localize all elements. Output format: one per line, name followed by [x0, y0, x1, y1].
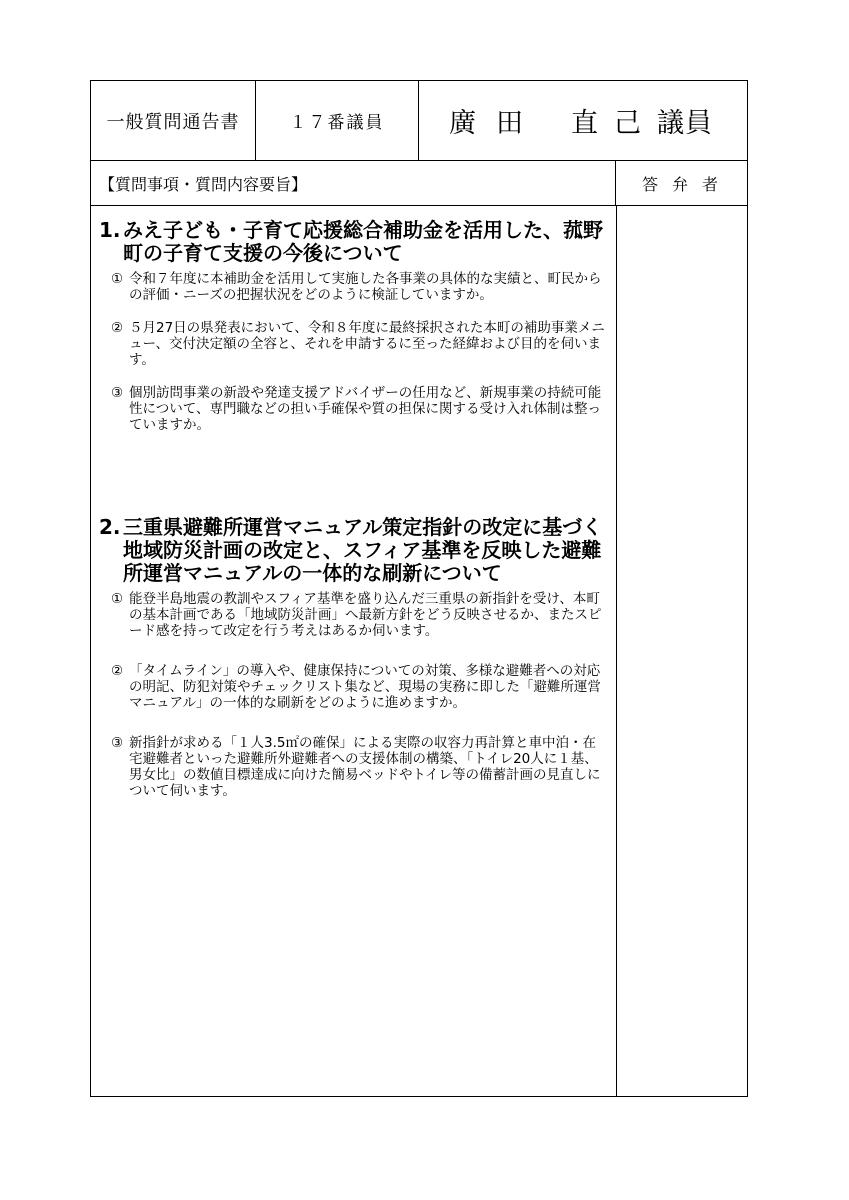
sub-question: [99, 591, 609, 639]
question-title-text: 三重県避難所運営マニュアル策定指針の改定に基づく地域防災計画の改定と、スフィア基準を反映した避難所運営マニュアルの一体的な刷新について: [123, 515, 603, 585]
sub-question-text: ５月27日の県発表において、令和８年度に最終採択された本町の補助事業メニュー、交付決定額の全容と、それを申請するに至った経緯および目的を伺います。: [129, 320, 605, 368]
sub-question-text: 令和７年度に本補助金を活用して実施した各事業の具体的な実績と、町民からの評価・ニーズの把握状況をどのように検証していますか。: [129, 271, 602, 303]
member-honorific: 議員: [657, 108, 713, 139]
sub-question: [99, 385, 609, 433]
question-title: [99, 219, 609, 265]
question-number: 1.: [99, 218, 121, 242]
sub-question: [99, 663, 609, 711]
member-name: [419, 81, 747, 160]
member-given-name: 直己: [571, 108, 657, 139]
question-items-label: 【質問事項・質問内容要旨】: [91, 161, 616, 205]
section-header-row: [91, 161, 747, 206]
sub-question: [99, 271, 609, 303]
sub-question-mark: ②: [111, 320, 124, 336]
sub-question-text: 「タイムライン」の導入や、健康保持についての対策、多様な避難者への対応の明記、防犯対策やチェックリスト集など、現場の実務に即した「避難所運営マニュアル」の一体的な刷新をどのように進めますか。: [129, 663, 601, 711]
sub-question-mark: ③: [111, 735, 124, 751]
sub-question-mark: ③: [111, 385, 124, 401]
sub-question-text: 能登半島地震の教訓やスフィア基準を盛り込んだ三重県の新指針を受け、本町の基本計画である「地域防災計画」へ最新方針をどう反映させるか、またスピード感を持って改定を行う考えはあるか伺います。: [129, 591, 602, 639]
sub-question: [99, 320, 609, 368]
answerer-column-divider: [616, 206, 617, 1097]
question-title: [99, 516, 609, 585]
question-number: 2.: [99, 515, 121, 539]
member-surname: 廣田: [449, 108, 543, 139]
sub-question-mark: ②: [111, 663, 124, 679]
answerer-label: 答弁者: [641, 174, 732, 194]
question-title-text: みえ子ども・子育て応援総合補助金を活用した、菰野町の子育て支援の今後について: [123, 218, 603, 265]
notice-form: [90, 80, 748, 1097]
sub-question-text: 個別訪問事業の新設や発達支援アドバイザーの任用など、新規事業の持続可能性について、専門職などの担い手確保や質の担保に関する受け入れ体制は整っていますか。: [129, 385, 602, 433]
sub-question-mark: ①: [111, 271, 124, 287]
sub-question-mark: ①: [111, 591, 124, 607]
header-row: [91, 81, 747, 161]
question-2: [99, 516, 609, 799]
document-title: 一般質問通告書: [91, 81, 256, 160]
sub-question: [99, 735, 609, 799]
sub-question-text: 新指針が求める「１人3.5㎡の確保」による実際の収容力再計算と車中泊・在宅避難者といった避難所外避難者への支援体制の構築、「トイレ20人に１基、男女比」の数値目標達成に向けた簡易ベッドやトイレ等の備蓄計画の見直しについて伺います。: [129, 735, 601, 799]
question-1: [99, 219, 609, 433]
member-number: １７番議員: [256, 81, 419, 160]
